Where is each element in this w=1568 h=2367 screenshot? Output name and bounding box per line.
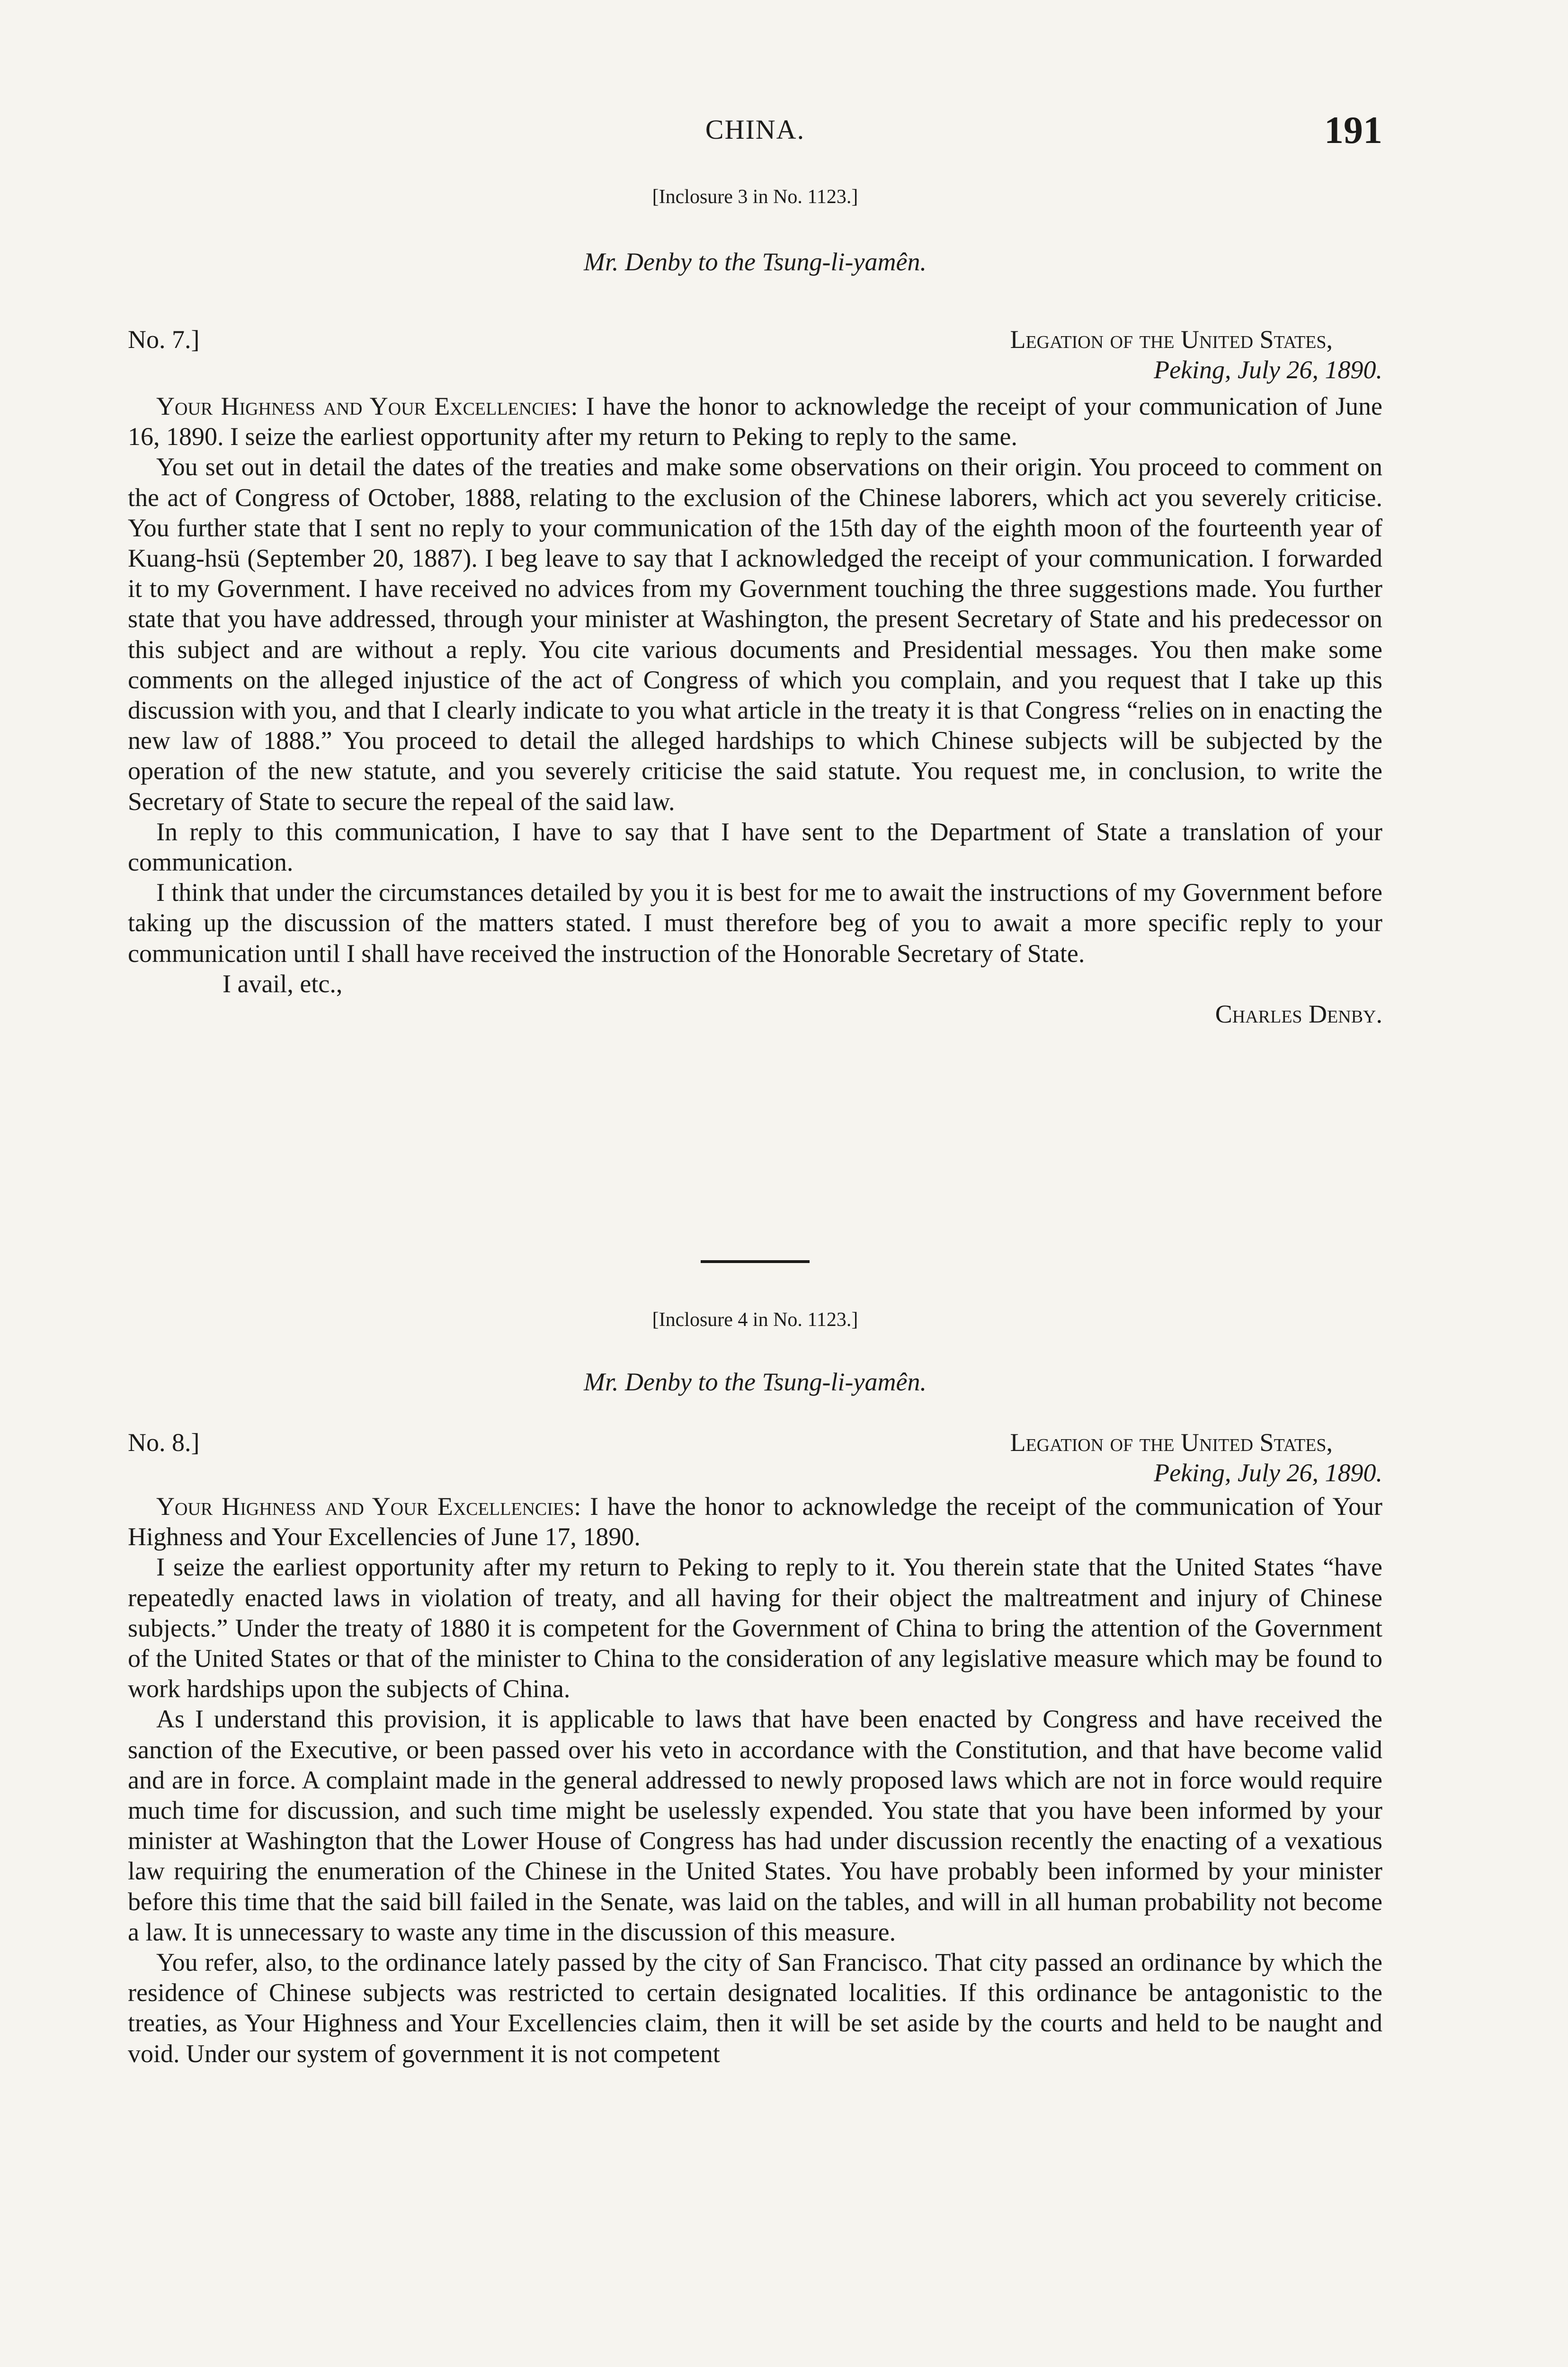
letter-heading: Mr. Denby to the Tsung-li-yamên. [584,248,927,276]
closing: I avail, etc., [223,969,343,998]
legation-line: Legation of the United States, [1010,1428,1333,1457]
paragraph-text: I have the honor to acknowledge the receipt of your communication of June 16, 1890. I seize the earliest opportunity after my return to Peking to reply to the same. [128,392,1382,451]
letter-2-letterhead [128,1428,1382,1488]
paragraph: As I understand this provision, it is applicable to laws that have been enacted by Congress and have received the sanction of the Executive, or been passed over his veto in accordance with the Constitution, and that have become valid and are in force. A complaint made in the general addressed to newly proposed laws which are not in force would require much time for discussion, and such time might be uselessly expended. You state that you have been informed by your minister at Washington that the Lower House of Congress has had under discussion recently the enacting of a vexatious law requiring the enumeration of the Chinese in the United States. You have probably been informed by your minister before this time that the said bill failed in the Senate, was laid on the tables, and will in all human probability not become a law. It is unnecessary to waste any time in the discussion of this measure. [128,1705,1382,1946]
letter-1-heading [128,247,1382,276]
letter-1-letterhead [128,325,1382,385]
enclosure-caption: [Inclosure 3 in No. 1123.] [652,186,858,208]
letter-1-body [128,391,1382,1029]
legation-line: Legation of the United States, [1010,325,1333,354]
paragraph: You set out in detail the dates of the treaties and make some observations on their origin. You proceed to comment on the act of Congress of October, 1888, relating to the exclusion of the Chinese laborers, which act you severely criticise. You further state that I sent no reply to your communication of the 15th day of the eighth moon of the fourteenth year of Kuang-hsü (September 20, 1887). I beg leave to say that I acknowledged the receipt of your communication. I forwarded it to my Government. I have received no advices from my Government touching the three suggestions made. You further state that you have addressed, through your minister at Washington, the present Secretary of State and his predecessor on this subject and are without a reply. You cite various documents and Presidential messages. You then make some comments on the alleged injustice of the act of Congress of which you complain, and you request that I take up this discussion with you, and that I clearly indicate to you what article in the treaty it is that Congress “relies on in enacting the new law of 1888.” You proceed to detail the alleged hardships to which Chinese subjects will be subjected by the operation of the new statute, and you severely criticise the said statute. You request me, in conclusion, to write the Secretary of State to secure the repeal of the said law. [128,453,1382,816]
salutation: Your Highness and Your Excellencies: [156,1492,581,1521]
running-head [128,108,1382,156]
paragraph [128,1491,1382,1552]
letter-number: No. 8.] [128,1428,200,1457]
letter-1-enclosure [128,186,1382,208]
date-month: July 26, 1890. [1238,356,1382,384]
date-month: July 26, 1890. [1238,1459,1382,1487]
enclosure-caption: [Inclosure 4 in No. 1123.] [652,1309,858,1331]
signature: Charles Denby. [1215,999,1382,1028]
letter-2-heading [128,1367,1382,1397]
dateline [1154,355,1382,384]
paragraph: You refer, also, to the ordinance lately passed by the city of San Francisco. That city passed an ordinance by which the residence of Chinese subjects was restricted to certain designated localities. If this ordinance be antagonistic to the treaties, as Your Highness and Your Excellencies claim, then it will be set aside by the courts and held to be naught and void. Under our system of government it is not competent [128,1948,1382,2068]
salutation: Your Highness and Your Excellencies: [156,392,578,420]
place: Peking, [1154,1459,1231,1487]
letter-number: No. 7.] [128,325,200,354]
letter-2-body [128,1491,1382,2069]
running-title: CHINA. [705,114,805,145]
paragraph: I seize the earliest opportunity after my return to Peking to reply to it. You therein state that the United States “have repeatedly enacted laws in violation of treaty, and all having for their object the maltreatment and injury of Chinese subjects.” Under the treaty of 1880 it is competent for the Government of China to bring the attention of the Government of the United States or that of the minister to China to the consideration of any legislative measure which may be found to work hardships upon the subjects of China. [128,1553,1382,1703]
paragraph [128,391,1382,452]
paragraph: In reply to this communication, I have to say that I have sent to the Department of State a translation of your communication. [128,817,1382,877]
page-number: 191 [1324,108,1382,151]
place: Peking, [1154,356,1231,384]
paragraph-text: I have the honor to acknowledge the receipt of the communication of Your Highness and Your Excellencies of June 17, 1890. [128,1492,1383,1551]
paragraph: I think that under the circumstances detailed by you it is best for me to await the instructions of my Government before taking up the discussion of the matters stated. I must therefore beg of you to await a more specific reply to your communication until I shall have received the instruction of the Honorable Secretary of State. [128,878,1382,968]
letter-2-enclosure [128,1308,1382,1331]
letter-heading: Mr. Denby to the Tsung-li-yamên. [584,1368,927,1396]
section-divider [701,1260,810,1263]
dateline [1154,1458,1382,1487]
